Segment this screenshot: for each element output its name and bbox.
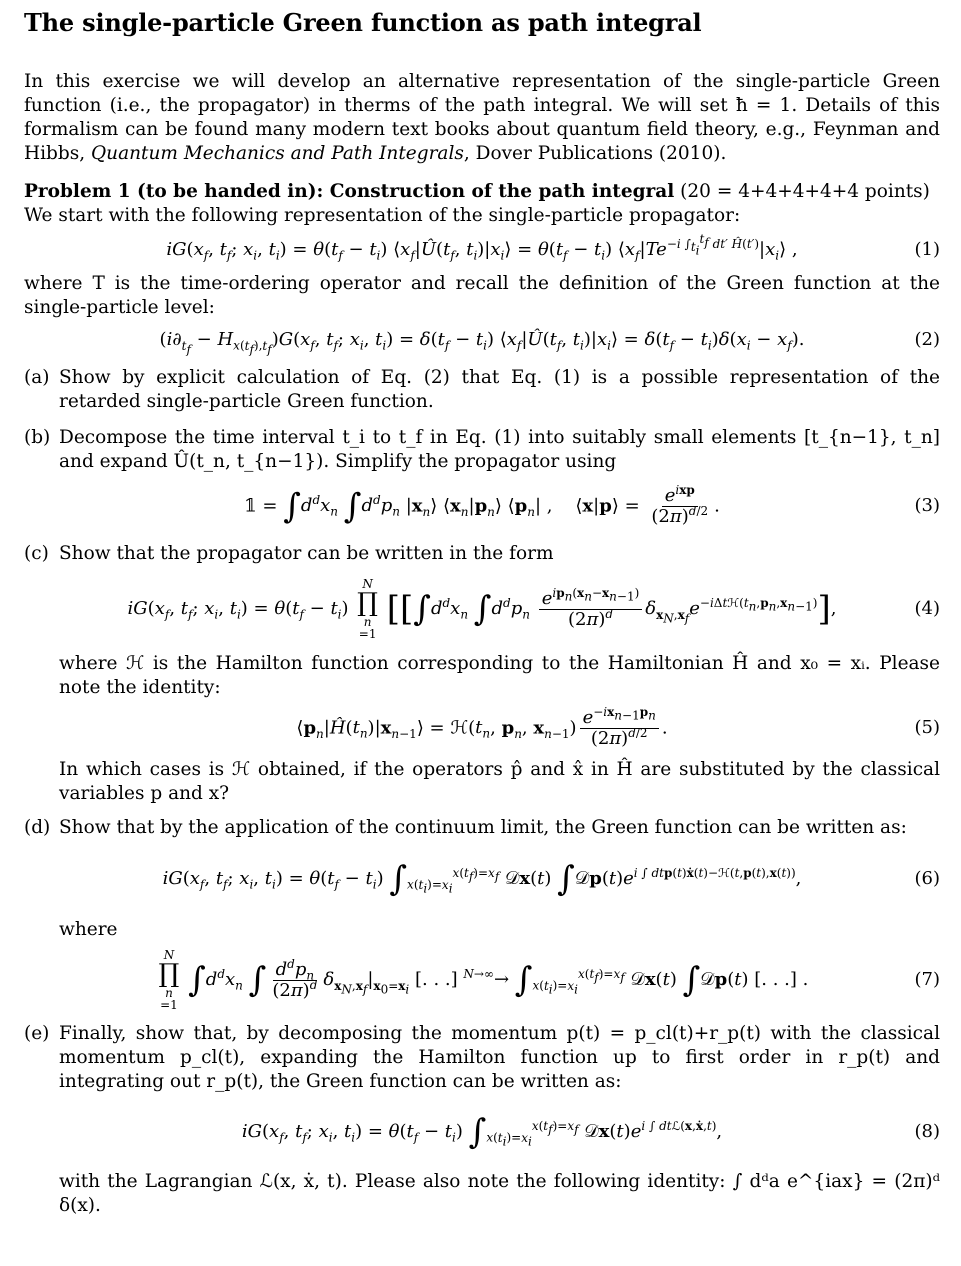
- problem-lead: We start with the following representation of the single-particle propagator:: [24, 205, 741, 226]
- paragraph-after-eq1: where T is the time-ordering operator and recall the definition of the Green function at the single-particle level:: [24, 273, 940, 318]
- subproblem-e-after-text: with the Lagrangian ℒ(x, ẋ, t). Please also note the following identity: ∫ dᵈa e^{iax} = (2π)ᵈ δ(x).: [59, 1171, 940, 1216]
- equation-6-number: (6): [914, 868, 940, 889]
- equation-2: [24, 320, 940, 360]
- equation-4-number: (4): [914, 598, 940, 619]
- equation-1-number: (1): [914, 239, 940, 260]
- subproblem-d-text: Show that by the application of the continuum limit, the Green function can be written as:: [59, 817, 907, 838]
- where-label-row: [24, 918, 940, 942]
- subproblem-a-text: Show by explicit calculation of Eq. (2) that Eq. (1) is a possible representation of the retarded single-particle Green function.: [59, 367, 940, 412]
- subproblem-list: [24, 366, 940, 1218]
- problem-title: Problem 1 (to be handed in): Construction of the path integral: [24, 181, 675, 202]
- subproblem-c: [24, 542, 940, 566]
- subproblem-b: [24, 426, 940, 474]
- equation-2-number: (2): [914, 329, 940, 350]
- subproblem-c-text: Show that the propagator can be written in the form: [59, 543, 554, 564]
- equation-4-body: $iG(x_f$, $t_f$; $x_i$, $t_i) = \theta(t_f - t_i)$ N ∏ n =1 [[$\int d^dx_n$ $\int d^dp_n$ $\frac{e^{ip_n(x_n-x_{n-1})}}{(2\pi)^d}$ $\delta_{x_N,x_f}e^{-i\Delta tℋ(t_n,p_n,x_{n-1})}$],: [127, 577, 837, 641]
- subproblem-d: [24, 816, 940, 840]
- subproblem-c-question: [24, 758, 940, 806]
- equation-1: [24, 228, 940, 272]
- subproblem-d-label: (d): [24, 817, 51, 838]
- equation-7: [24, 942, 940, 1018]
- subproblem-e-after: [24, 1170, 940, 1218]
- book-title: Quantum Mechanics and Path Integrals: [91, 143, 464, 164]
- subproblem-e-label: (e): [24, 1023, 50, 1044]
- equation-5-number: (5): [914, 717, 940, 738]
- subproblem-e-text: Finally, show that, by decomposing the momentum p(t) = p_cl(t)+r_p(t) with the classical momentum p_cl(t), expanding the Hamilton function up to first order in r_p(t) and integrating out r_p(t), the Green function can be written as:: [59, 1023, 940, 1092]
- intro-text: In this exercise we will develop an alternative representation of the single-particle Green function (i.e., the propagator) in therms of the path integral. We will set ħ = 1. Details of this formalism can be found many modern text books about quantum field theory, e.g., Feynman and Hibbs,: [24, 71, 940, 164]
- subproblem-a-label: (a): [24, 367, 50, 388]
- equation-3-body: 𝟙 = $\int d^dx_n$ $\int d^dp_n$ $|x_n⟩$ $⟨x_n|p_n⟩$ $⟨p_n|$ , ⟨x|p⟩ = $\frac{e^{ixp}}{(2\pi)^{d/2}}$ .: [244, 482, 720, 527]
- equation-5: [24, 700, 940, 756]
- equation-7-body: N ∏ n =1 $\int d^dx_n$ ∫ $\frac{d^dp_n}{(2\pi)^d}$ $\delta_{x_N,x_f}|_{x_0=x_i}$ [. . .] $^{N\to\infty}\to \int_{x(t_i)=x_i}^{x(t_f)=x_f}$ 𝒟x(t) ∫𝒟p(t) [. . .] .: [158, 948, 809, 1012]
- equation-8-number: (8): [914, 1121, 940, 1142]
- equation-3: [24, 474, 940, 538]
- where-label: where: [59, 919, 118, 940]
- subproblem-c-continued: [24, 652, 940, 700]
- equation-1-body: $iG(x_f$, $t_f$; $x_i$, $t_i) = \theta(t_f - t_i)$ $⟨x_f|Û(t_f$, $t_i)|x_i⟩ = \theta(t_f - t_i)$ $⟨x_f|Te^{-i \int_{t_i}^{t_f} dt' Ĥ(t')}|x_i⟩$ ,: [166, 232, 798, 263]
- subproblem-e: [24, 1022, 940, 1094]
- equation-8: [24, 1094, 940, 1170]
- subproblem-b-label: (b): [24, 427, 51, 448]
- equation-6-body: $iG(x_f$, $t_f$; $x_i$, $t_i) = \theta(t_f - t_i)$ $\int_{x(t_i)=x_i}^{x(t_f)=x_f}$ 𝒟x(t) $\int 𝒟p(t)e^{i \int dtp(t)ẋ(t)-ℋ(t,p(t),x(t))}$,: [162, 859, 802, 899]
- subproblem-a: [24, 366, 940, 414]
- intro-text-end: , Dover Publications (2010).: [463, 143, 727, 164]
- equation-5-body: $⟨p_n|Ĥ(t_n)|x_{n-1}⟩$ = $ℋ(t_n$, $p_n$, $x_{n-1}$) $\frac{e^{-ix_{n-1}p_n}}{(2\pi)^{d/2}}$ .: [296, 704, 668, 749]
- problem-points: (20 = 4+4+4+4+4 points): [674, 181, 930, 202]
- subproblem-b-text: Decompose the time interval t_i to t_f in Eq. (1) into suitably small elements [t_{n−1}, t_n] and expand Û(t_n, t_{n−1}). Simplify the propagator using: [59, 427, 940, 472]
- problem-heading: [24, 180, 940, 204]
- subproblem-c-question-text: In which cases is ℋ obtained, if the operators p̂ and x̂ in Ĥ are substituted by the classical variables p and x?: [59, 759, 940, 804]
- equation-2-body: $(i\partial_{t_f} - H_{x(t_f),t_f})G(x_f$, $t_f$; $x_i$, $t_i) = \delta(t_f - t_i)$ $⟨x_f|Û(t_f$, $t_i)|x_i⟩ = \delta(t_f - t_i)\delta(x_i - x_f)$.: [159, 329, 805, 356]
- subproblem-c-label: (c): [24, 543, 49, 564]
- document-page: [24, 8, 940, 1218]
- equation-6: [24, 840, 940, 918]
- document-title: The single-particle Green function as path integral: [24, 8, 702, 37]
- intro-paragraph: [24, 70, 940, 166]
- equation-7-number: (7): [914, 969, 940, 990]
- subproblem-c-after: where ℋ is the Hamilton function corresponding to the Hamiltonian Ĥ and x₀ = xᵢ. Please note the identity:: [59, 653, 940, 698]
- equation-8-body: $iG(x_f$, $t_f$; $x_i$, $t_i) = \theta(t_f - t_i)$ $\int_{x(t_i)=x_i}^{x(t_f)=x_f}$ $𝒟x(t)e^{i \int dtℒ(x,ẋ,t)}$,: [241, 1112, 723, 1152]
- equation-4: [24, 566, 940, 652]
- equation-3-number: (3): [914, 495, 940, 516]
